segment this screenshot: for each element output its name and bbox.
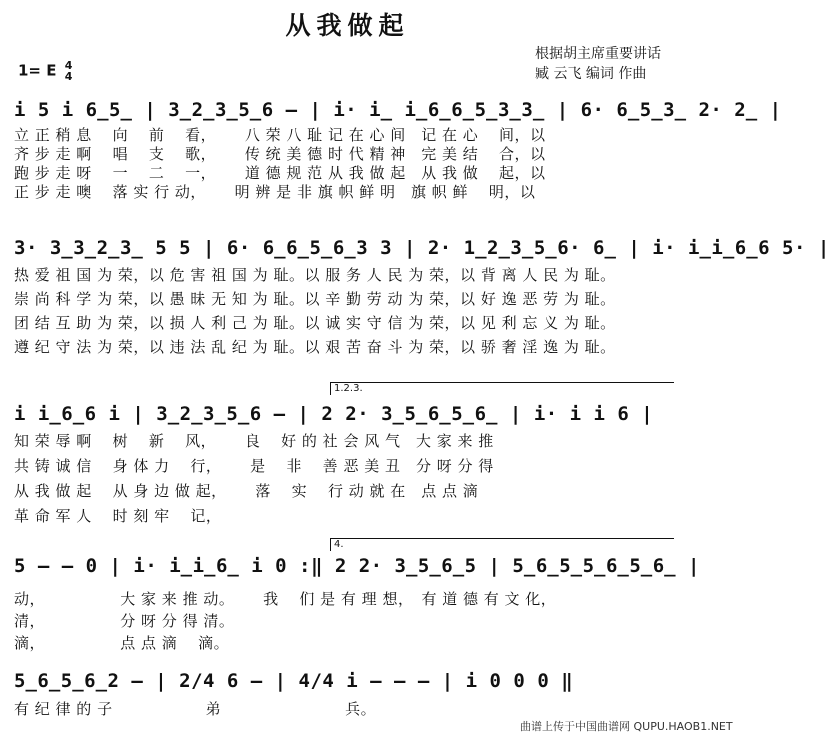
lyric-1-4: 正 步 走 噢 落 实 行 动， 明 辨 是 非 旗 帜 鲜 明 旗 帜 鲜 明，以 — [14, 183, 536, 201]
notes-line-4: 5 – – 0 | i· i̲i̲6̲ i 0 :‖ 2 2· 3̲5̲6̲5 | 5̲6̲5̲5̲6̲5̲6̲ | — [14, 555, 700, 577]
credit-source: 根据胡主席重要讲话 — [535, 46, 661, 62]
lyric-2-1: 热 爱 祖 国 为 荣，以 危 害 祖 国 为 耻。以 服 务 人 民 为 荣，以 背 离 人 民 为 耻。 — [14, 266, 616, 284]
key-label: 1= E — [18, 61, 57, 80]
lyric-5-1: 有 纪 律 的 子 弟 兵。 — [14, 700, 377, 718]
lyric-2-3: 团 结 互 助 为 荣，以 损 人 利 己 为 耻。以 诚 实 守 信 为 荣，以 见 利 忘 义 为 耻。 — [14, 314, 616, 332]
notes-line-1: i 5 i 6̲5̲ | 3̲2̲3̲5̲6 – | i· i̲ i̲6̲6̲5̲3̲3̲ | 6· 6̲5̲3̲ 2· 2̲ | — [14, 99, 782, 121]
notes-line-3: i i̲6̲6 i | 3̲2̲3̲5̲6 – | 2 2· 3̲5̲6̲5̲6̲ | i· i i 6 | — [14, 403, 654, 425]
lyric-4-2: 清， 分 呀 分 得 清。 — [14, 612, 235, 630]
lyric-4-1: 动， 大 家 来 推 动。 我 们 是 有 理 想， 有 道 德 有 文 化， — [14, 590, 557, 608]
lyric-3-2: 共 铸 诚 信 身 体 力 行， 是 非 善 恶 美 丑 分 呀 分 得 — [14, 457, 494, 475]
volta-bracket-4: 4. — [330, 538, 674, 551]
lyric-1-1: 立 正 稍 息 向 前 看， 八 荣 八 耻 记 在 心 间 记 在 心 间，以 — [14, 126, 546, 144]
lyric-4-3: 滴， 点 点 滴 滴。 — [14, 634, 230, 652]
time-bottom: 4 — [64, 70, 73, 83]
notes-line-5: 5̲6̲5̲6̲2 – | 2/4 6 – | 4/4 i – – – | i 0 0 0 ‖ — [14, 670, 574, 692]
lyric-1-2: 齐 步 走 啊 唱 支 歌， 传 统 美 德 时 代 精 神 完 美 结 合，以 — [14, 145, 546, 163]
volta-bracket-1-2-3: 1.2.3. — [330, 382, 674, 395]
lyric-3-4: 革 命 军 人 时 刻 牢 记， — [14, 507, 222, 525]
key-signature — [18, 60, 72, 82]
lyric-2-4: 遵 纪 守 法 为 荣，以 违 法 乱 纪 为 耻。以 艰 苦 奋 斗 为 荣，以 骄 奢 淫 逸 为 耻。 — [14, 338, 616, 356]
song-title: 从我做起 — [285, 11, 410, 40]
notes-line-2: 3· 3̲3̲2̲3̲ 5 5 | 6· 6̲6̲5̲6̲3 3 | 2· 1̲2̲3̲5̲6· 6̲ | i· i̲i̲6̲6 5· | — [14, 237, 830, 259]
lyric-1-3: 跑 步 走 呀 一 二 一， 道 德 规 范 从 我 做 起 从 我 做 起，以 — [14, 164, 546, 182]
time-signature — [65, 60, 73, 82]
lyric-2-2: 崇 尚 科 学 为 荣，以 愚 昧 无 知 为 耻。以 辛 勤 劳 动 为 荣，以 好 逸 恶 劳 为 耻。 — [14, 290, 616, 308]
watermark: 曲谱上传于中国曲谱网 QUPU.HAOB1.NET — [520, 720, 733, 733]
time-top: 4 — [64, 59, 73, 72]
credit-composer: 臧 云飞 编词 作曲 — [535, 66, 647, 82]
lyric-3-1: 知 荣 辱 啊 树 新 风， 良 好 的 社 会 风 气 大 家 来 推 — [14, 432, 494, 450]
lyric-3-3: 从 我 做 起 从 身 边 做 起， 落 实 行 动 就 在 点 点 滴 — [14, 482, 479, 500]
